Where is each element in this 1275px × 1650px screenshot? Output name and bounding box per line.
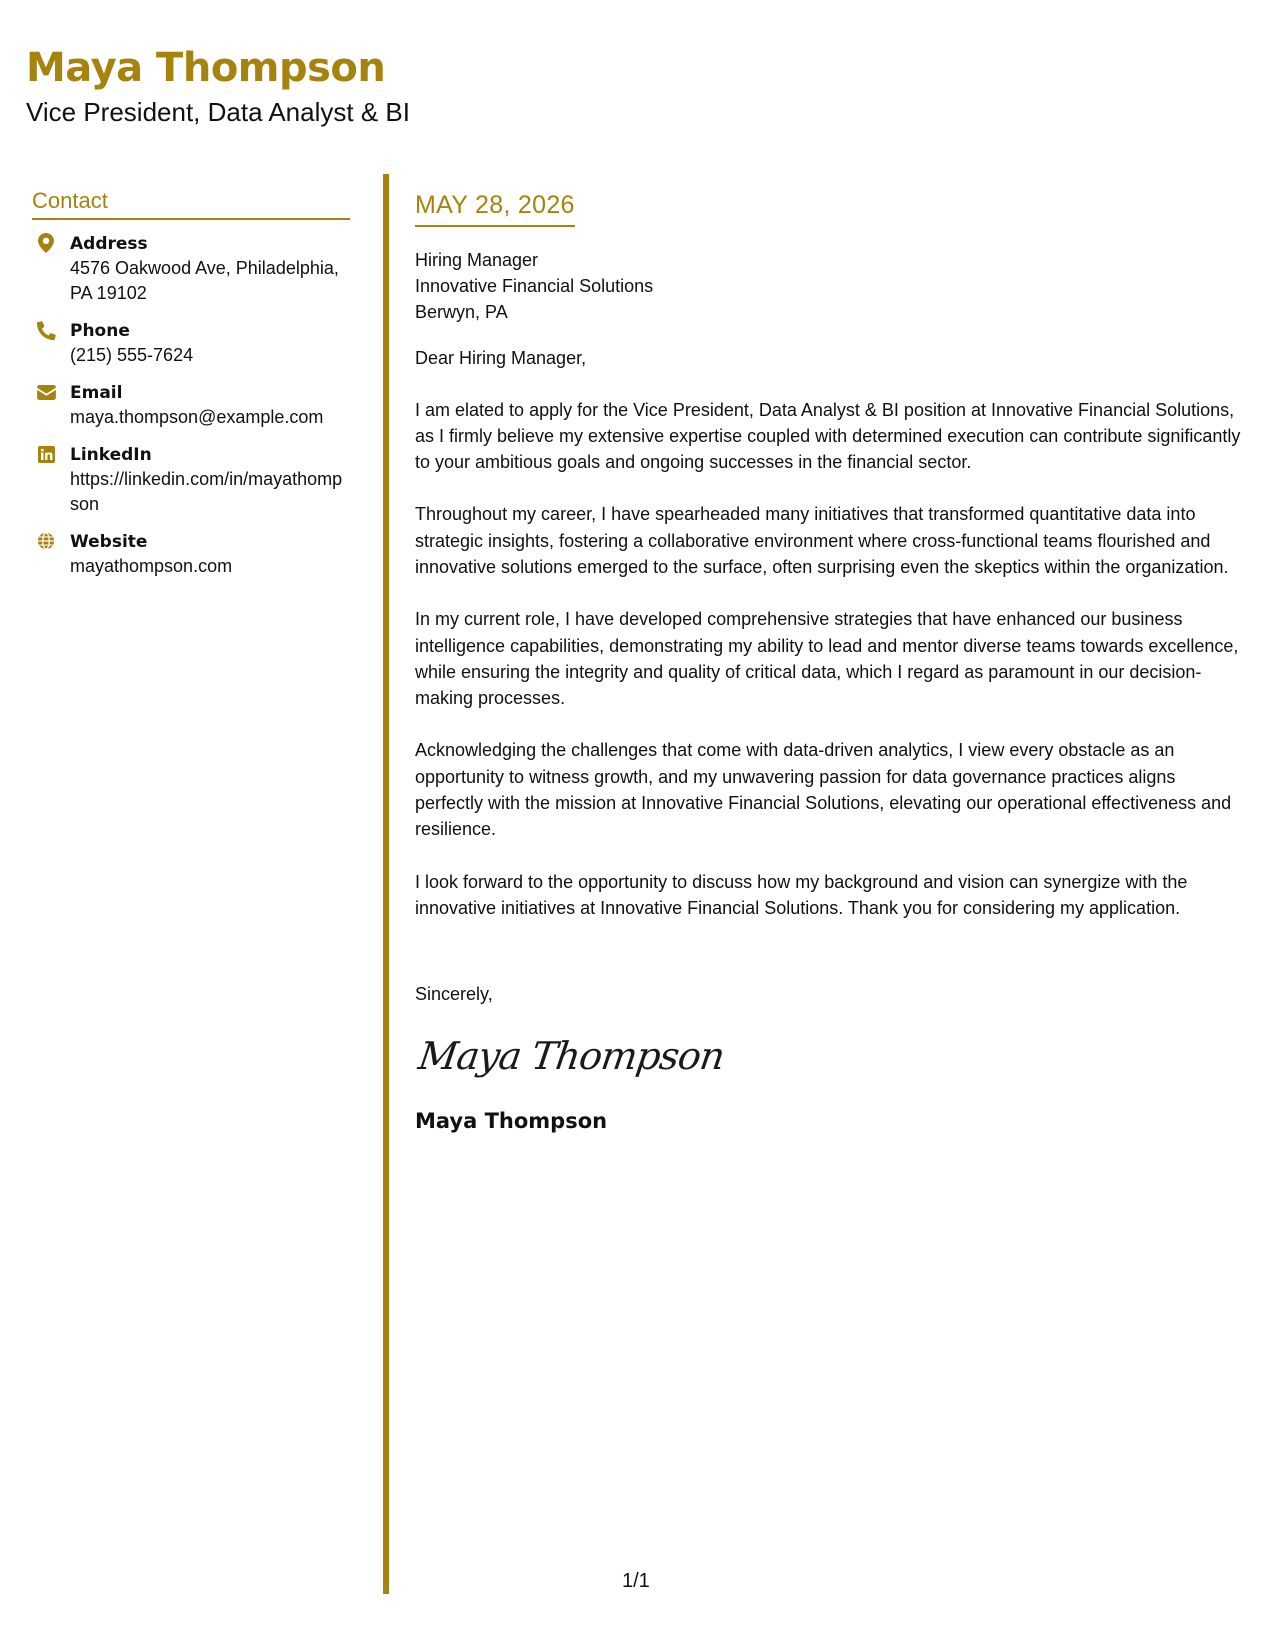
contact-value[interactable]: https://linkedin.com/in/mayathompson [70,469,343,515]
envelope-icon [35,381,57,403]
letter-paragraph: Acknowledging the challenges that come with data-driven analytics, I view every obstacle as an opportunity to witness growth, and my unwavering passion for data governance practices aligns perfectly with the mission at Innovative Financial Solutions, elevating our operational effectiveness and resilience. [415,740,1232,840]
contact-value[interactable]: maya.thompson@example.com [70,407,324,428]
contact-sidebar [32,188,350,592]
contact-label: Email [70,383,123,404]
contact-value[interactable]: mayathompson.com [70,556,233,577]
contact-item-email [32,381,350,430]
letter-paragraph: Throughout my career, I have spearheaded many initiatives that transformed quantitative data into strategic insights, fostering a collaborative environment where cross-functional teams flourished and innovative solutions emerged to the surface, often surprising even the skeptics within the organization. [415,504,1229,577]
contact-label: Website [70,532,148,553]
recipient-block [415,247,1245,325]
applicant-title: Vice President, Data Analyst & BI [26,97,410,127]
recipient-line: Innovative Financial Solutions [415,275,654,296]
contact-item-website [32,530,350,579]
contact-item-phone [32,319,350,368]
vertical-divider [383,174,389,1594]
handwritten-signature: Maya Thompson [415,1034,727,1079]
contact-label: LinkedIn [70,445,152,466]
page-number: 1/1 [622,1570,650,1592]
contact-label: Address [70,234,148,255]
contact-item-linkedin [32,443,350,517]
signed-name: Maya Thompson [415,1109,608,1134]
contact-section-title: Contact [32,188,350,220]
contact-label: Phone [70,321,130,342]
letter-paragraph: I am elated to apply for the Vice President, Data Analyst & BI position at Innovative Financial Solutions, as I firmly believe my extensive expertise coupled with determined execution can contribute significantly to your ambitious goals and ongoing successes in the financial sector. [415,399,1241,473]
letter-paragraph: I look forward to the opportunity to discuss how my background and vision can synergize with the innovative initiatives at Innovative Financial Solutions. Thank you for considering my application. [415,871,1188,918]
phone-icon [35,319,57,341]
map-pin-icon [35,232,57,254]
letter-body [415,192,1245,1134]
recipient-line: Berwyn, PA [415,301,508,322]
letter-paragraph: In my current role, I have developed comprehensive strategies that have enhanced our business intelligence capabilities, demonstrating my ability to lead and mentor diverse teams towards excellence, while ensuring the integrity and quality of critical data, which I regard as paramount in our decision-making processes. [415,609,1239,709]
recipient-line: Hiring Manager [415,249,539,270]
closing: Sincerely, [415,984,493,1005]
globe-icon [35,530,57,552]
contact-item-address [32,232,350,306]
applicant-name: Maya Thompson [26,45,386,91]
letter-date: MAY 28, 2026 [415,192,575,227]
salutation: Dear Hiring Manager, [415,347,587,368]
linkedin-icon [35,443,57,465]
contact-value: (215) 555-7624 [70,345,194,366]
contact-value: 4576 Oakwood Ave, Philadelphia, PA 19102 [70,258,339,304]
